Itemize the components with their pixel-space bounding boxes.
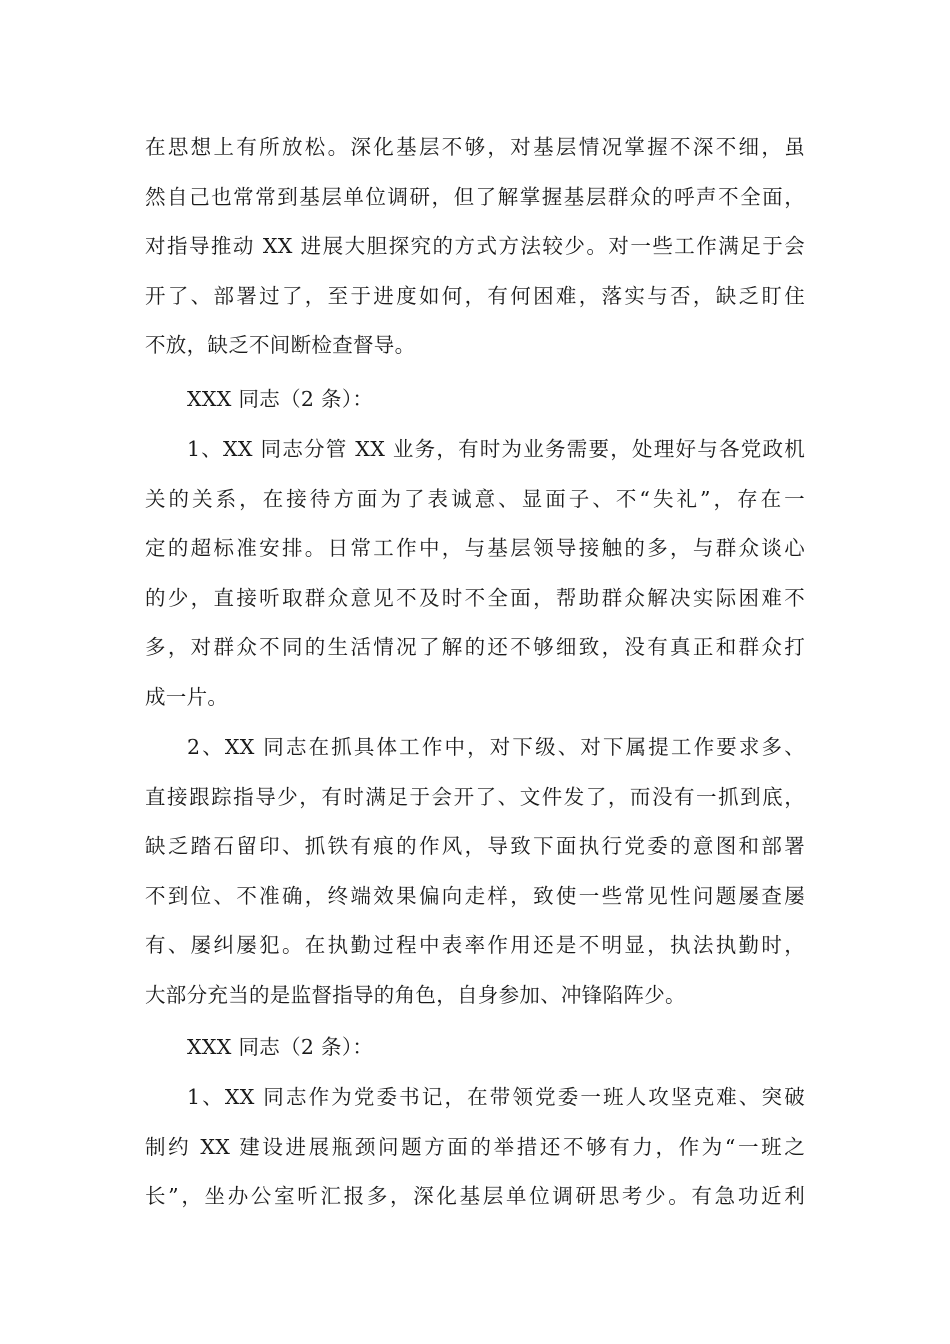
text-line: 定的超标准安排。日常工作中，与基层领导接触的多，与群众谈心 <box>145 536 805 560</box>
text-line: 多，对群众不同的生活情况了解的还不够细致，没有真正和群众打 <box>145 635 805 659</box>
text-line: 2、XX 同志在抓具体工作中，对下级、对下属提工作要求多、 <box>187 735 805 759</box>
text-line: 制约 XX 建设进展瓶颈问题方面的举措还不够有力，作为“一班之 <box>145 1134 805 1159</box>
text-line: 在思想上有所放松。深化基层不够，对基层情况掌握不深不细，虽 <box>145 135 805 159</box>
text-line: 成一片。 <box>145 684 229 709</box>
text-line: XXX 同志（2 条）： <box>187 1035 374 1059</box>
text-line: 大部分充当的是监督指导的角色，自身参加、冲锋陷阵少。 <box>145 982 686 1007</box>
text-line: 缺乏踏石留印、抓铁有痕的作风，导致下面执行党委的意图和部署 <box>145 834 805 858</box>
text-line: XXX 同志（2 条）： <box>187 387 374 411</box>
paragraph <box>145 425 805 722</box>
text-line: 1、XX 同志作为党委书记，在带领党委一班人攻坚克难、突破 <box>187 1085 805 1109</box>
text-line: 对指导推动 XX 进展大胆探究的方式方法较少。对一些工作满足于会 <box>145 234 805 258</box>
text-line: 1、XX 同志分管 XX 业务，有时为业务需要，处理好与各党政机 <box>187 437 805 461</box>
text-line: 有、屡纠屡犯。在执勤过程中表率作用还是不明显，执法执勤时， <box>145 933 805 957</box>
text-line: 开了、部署过了，至于进度如何，有何困难，落实与否，缺乏盯住 <box>145 283 805 308</box>
text-line: 关的关系，在接待方面为了表诚意、显面子、不“失礼”，存在一 <box>145 486 805 511</box>
text-line: 直接跟踪指导少，有时满足于会开了、文件发了，而没有一抓到底， <box>145 784 805 809</box>
paragraph <box>145 723 805 1020</box>
text-line: 然自己也常常到基层单位调研，但了解掌握基层群众的呼声不全面， <box>145 184 805 209</box>
paragraph <box>145 123 805 371</box>
text-line: 的少，直接听取群众意见不及时不全面，帮助群众解决实际困难不 <box>145 585 805 610</box>
text-line: 不放，缺乏不间断检查督导。 <box>145 333 416 357</box>
section-heading <box>145 1023 805 1073</box>
paragraph <box>145 1073 805 1222</box>
section-heading <box>145 375 805 425</box>
text-line: 长”，坐办公室听汇报多，深化基层单位调研思考少。有急功近利 <box>145 1184 805 1208</box>
text-line: 不到位、不准确，终端效果偏向走样，致使一些常见性问题屡查屡 <box>145 883 805 908</box>
